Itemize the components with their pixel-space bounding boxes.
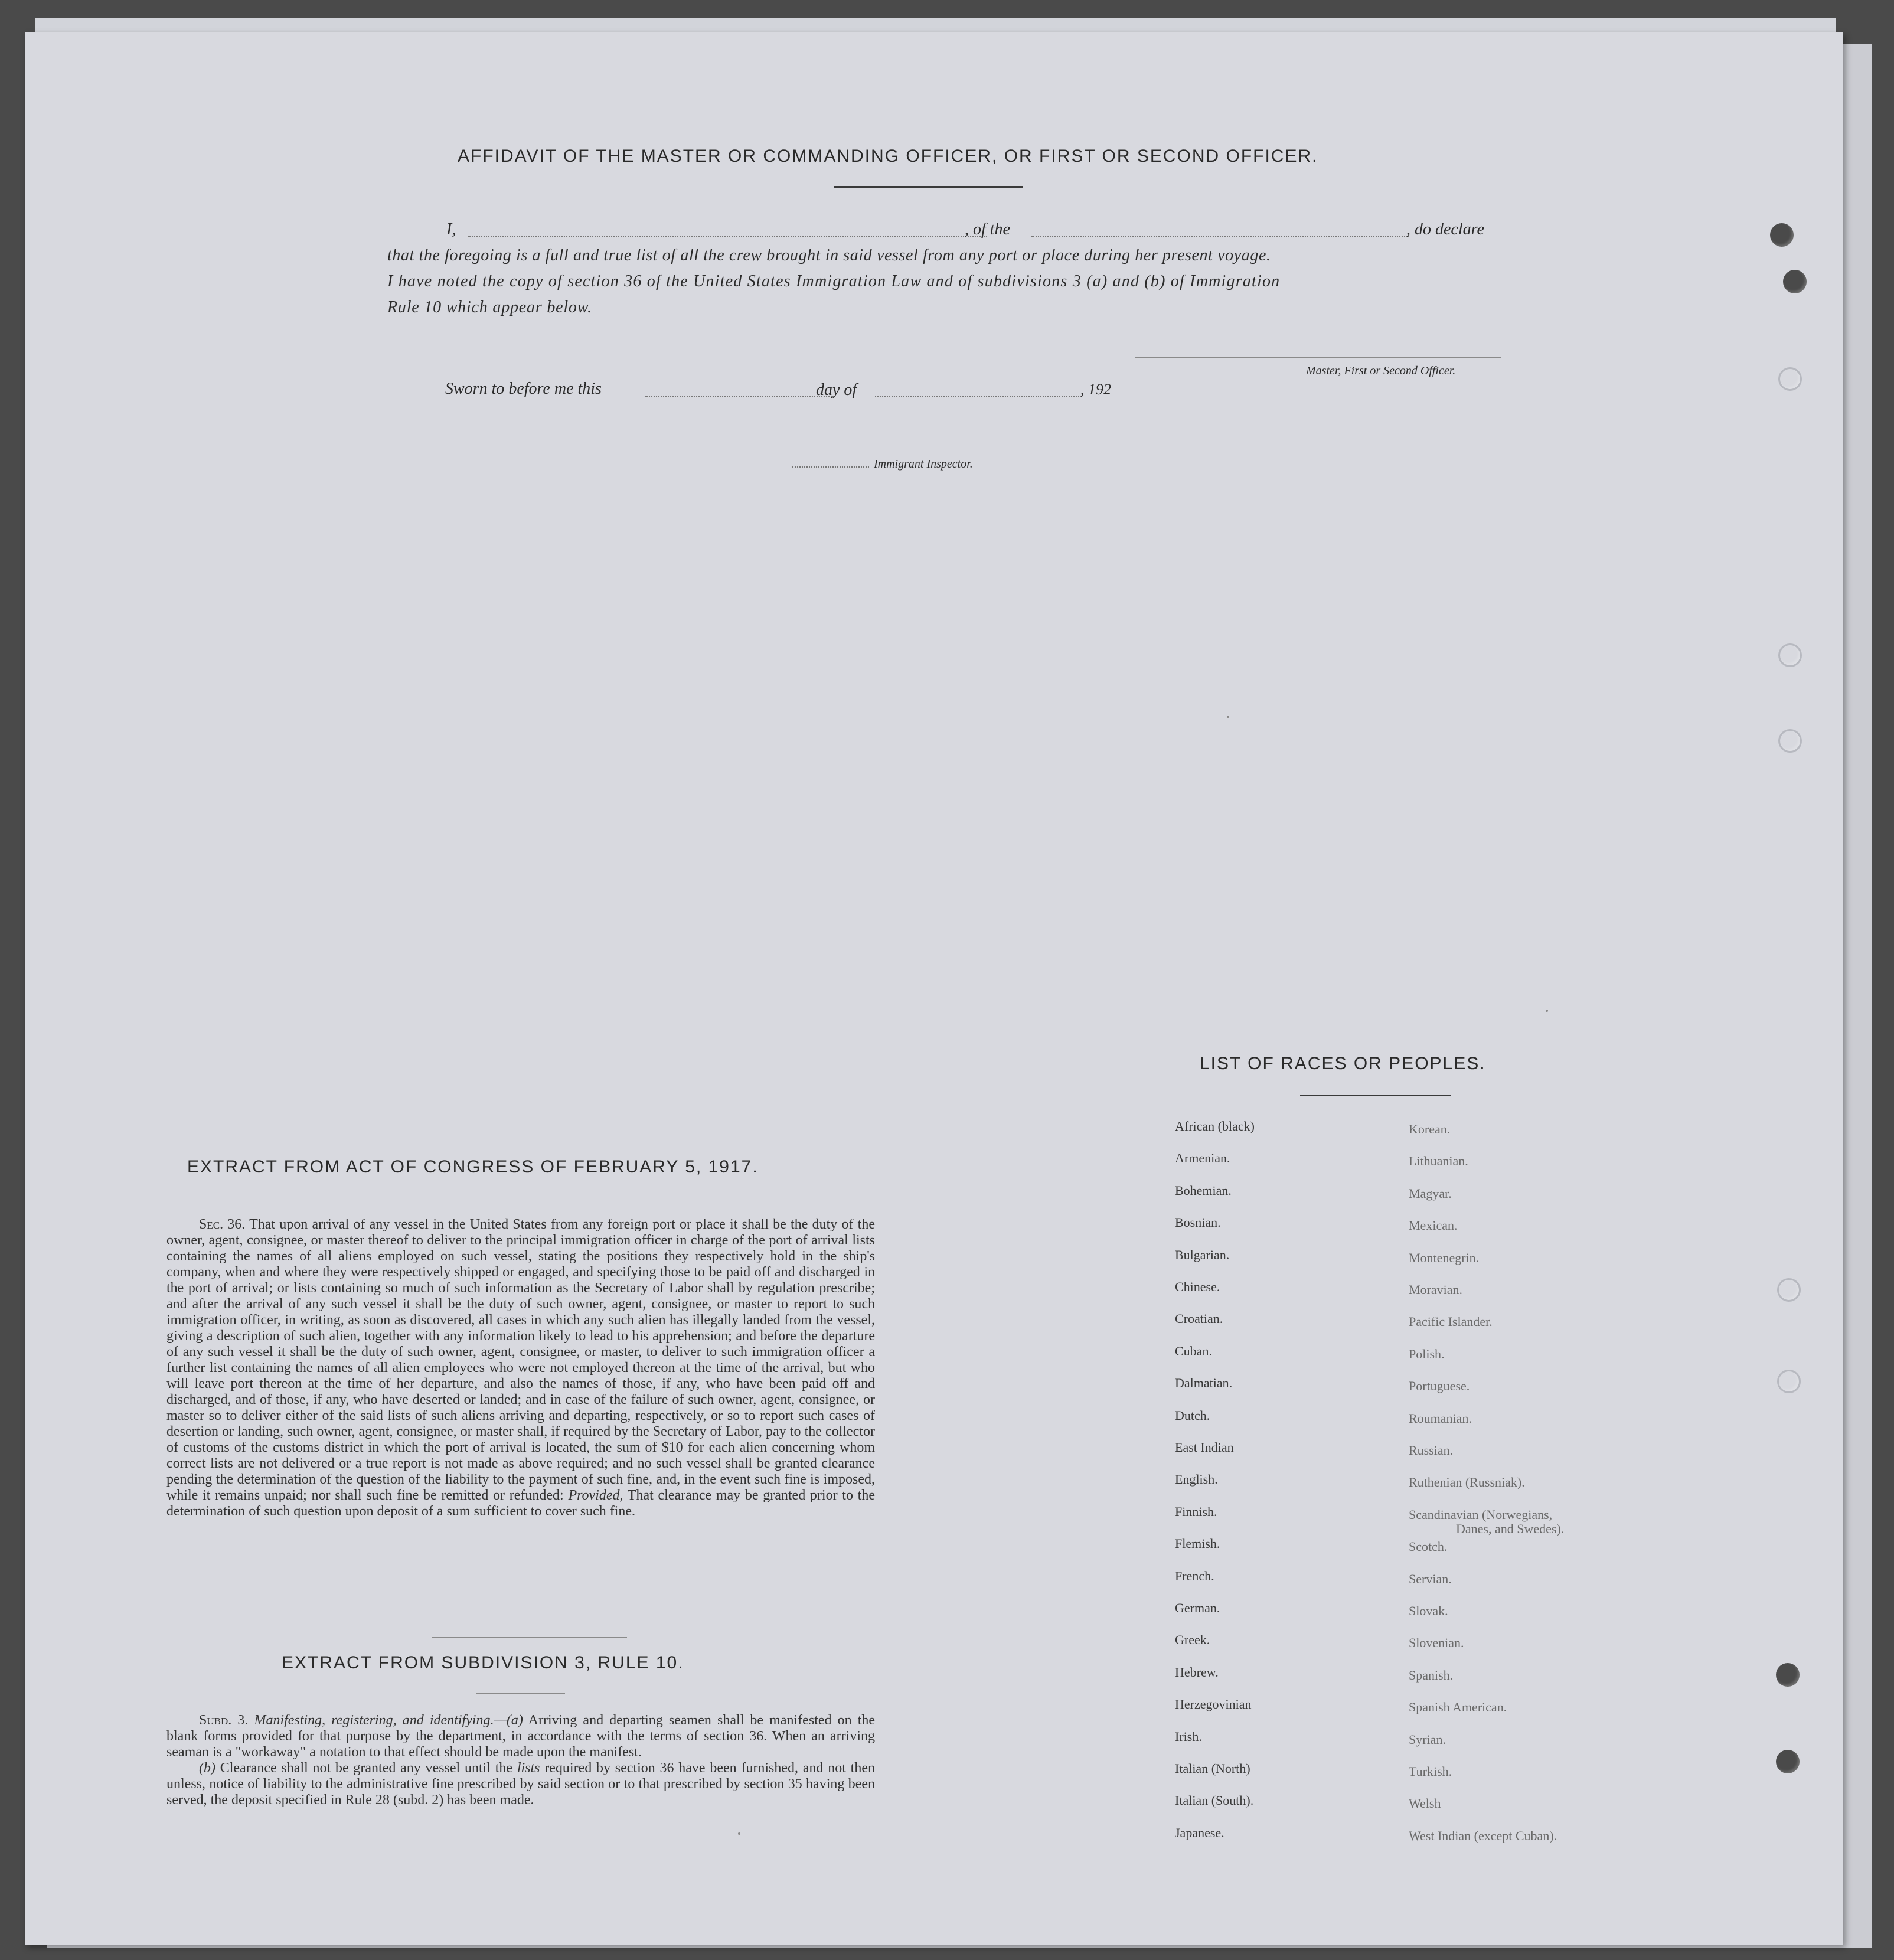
race-item: Italian (North) [1175, 1761, 1250, 1776]
day-of-text: day of [816, 381, 857, 399]
para-b-1: Clearance shall not be granted any vessel until the [220, 1760, 513, 1776]
race-item: Greek. [1175, 1632, 1210, 1647]
punch-hole [1777, 1278, 1801, 1302]
sworn-month-field[interactable] [875, 396, 1082, 397]
punch-hole [1776, 1663, 1800, 1687]
race-item: Portuguese. [1409, 1378, 1470, 1393]
race-item: Italian (South). [1175, 1793, 1254, 1808]
race-item: Spanish. [1409, 1668, 1454, 1683]
extract-rule-title: EXTRACT FROM SUBDIVISION 3, RULE 10. [282, 1653, 684, 1672]
race-item: Finnish. [1175, 1504, 1217, 1519]
race-item: Slovak. [1409, 1603, 1448, 1618]
race-item: Scotch. [1409, 1539, 1448, 1554]
section-36-text [166, 1217, 875, 1520]
punch-hole [1778, 643, 1802, 667]
extract-act-title: EXTRACT FROM ACT OF CONGRESS OF FEBRUARY 5, 1917. [187, 1157, 759, 1177]
extract-rule-underline [476, 1693, 565, 1694]
race-item: English. [1175, 1472, 1218, 1487]
race-item: Ruthenian (Russniak). [1409, 1475, 1525, 1489]
race-item: Cuban. [1175, 1344, 1212, 1358]
race-item: Armenian. [1175, 1151, 1230, 1165]
punch-hole [1776, 1750, 1800, 1773]
master-caption: Master, First or Second Officer. [1306, 364, 1456, 377]
sworn-day-field[interactable] [645, 396, 834, 397]
races-underline [1300, 1095, 1451, 1096]
title-underline [834, 186, 1023, 188]
punch-hole [1778, 367, 1802, 391]
race-item: East Indian [1175, 1440, 1234, 1455]
race-item: Montenegrin. [1409, 1250, 1480, 1265]
section-divider [432, 1637, 627, 1638]
punch-hole [1770, 223, 1794, 247]
vessel-name-field[interactable] [1031, 236, 1409, 237]
inspector-short-line [792, 466, 869, 468]
race-item: Roumanian. [1409, 1411, 1472, 1426]
lists-word: lists [517, 1760, 540, 1776]
race-item: German. [1175, 1600, 1220, 1615]
race-item: Irish. [1175, 1729, 1202, 1744]
affidavit-line-3: I have noted the copy of section 36 of the United States Immigration Law and of subdivisions 3 (a) and (b) of Immigration [387, 272, 1281, 290]
races-title: LIST OF RACES OR PEOPLES. [1200, 1054, 1486, 1073]
affidavit-of-the: , of the [965, 220, 1010, 239]
subdivision-3-text [166, 1713, 875, 1808]
race-item: Scandinavian (Norwegians, [1409, 1507, 1553, 1522]
race-item: Herzegovinian [1175, 1697, 1252, 1711]
race-item: Spanish American. [1409, 1700, 1507, 1714]
race-item: Slovenian. [1409, 1635, 1464, 1650]
scan-speck [738, 1832, 740, 1835]
year-text: , 192 [1080, 381, 1111, 398]
race-item: Bulgarian. [1175, 1247, 1230, 1262]
race-item: Pacific Islander. [1409, 1314, 1493, 1329]
race-item: Bosnian. [1175, 1215, 1221, 1230]
affidavit-title: AFFIDAVIT OF THE MASTER OR COMMANDING OFFICER, OR FIRST OR SECOND OFFICER. [458, 146, 1318, 166]
race-item: Syrian. [1409, 1732, 1446, 1747]
race-item: Japanese. [1175, 1825, 1224, 1840]
manifest-page [25, 32, 1843, 1945]
sworn-text: Sworn to before me this [445, 380, 602, 398]
race-item: African (black) [1175, 1119, 1255, 1133]
sec-36-body: That upon arrival of any vessel in the United States from any foreign port or place it shall be the duty of the owner, agent, consignee, or master thereof to deliver to the principal immigration officer in charge of the port of arrival lists containing the names of all aliens employed on such vessel, stating the positions they respectively hold in the ship's company, when and where they were respectively shipped or engaged, and specifying those to be paid off and discharged in the port of arrival; or lists containing so much of such information as the Secretary of Labor shall by regulation prescribe; and after the arrival of any such vessel it shall be the duty of such owner, agent, consignee, or master to report to such immigration officer, in writing, as soon as discovered, all cases in which any such alien has illegally landed from the vessel, giving a description of such alien, together with any information likely to lead to his apprehension; and before the departure of any such vessel it shall be the duty of such owner, agent, consignee, or master, to deliver to such immigration officer a further list containing the names of all alien employees who were not employed thereon at the time of the arrival, but who will leave port thereon at the time of her departure, and also the names of those, if any, who have been paid off and discharged, and of those, if any, who have deserted or landed; and in case of the failure of such owner, agent, consignee, or master so to deliver either of the said lists of such aliens arriving and departing, respectively, or so to report such cases of desertion or landing, such owner, agent, consignee, or master shall, if required by the Secretary of Labor, pay to the collector of customs of the customs district in which the port of arrival is located, the sum of $10 for each alien concerning whom correct lists are not delivered or a true report is not made as above required; and no such vessel shall be granted clearance pending the determination of the question of the liability to the payment of such fine, and, in the event such fine is imposed, while it remains unpaid; nor shall such fine be remitted or refunded: [166, 1217, 875, 1503]
race-item: Russian. [1409, 1443, 1454, 1458]
subd-heading: Manifesting, registering, and identifying.—(a) [254, 1713, 523, 1728]
race-item: Dutch. [1175, 1408, 1210, 1423]
race-item: Mexican. [1409, 1218, 1458, 1233]
race-item: Flemish. [1175, 1536, 1220, 1551]
para-a: Arriving and departing seamen shall be manifested on the blank forms provided for that purpose by the department, in accordance with the terms of section 36. When an arriving seaman is a "workaway" a notation to that effect should be made upon the manifest. [166, 1713, 876, 1760]
race-item: Danes, and Swedes). [1456, 1521, 1565, 1536]
race-item: Croatian. [1175, 1311, 1223, 1326]
race-item: Servian. [1409, 1572, 1452, 1586]
scan-speck [1546, 1010, 1548, 1012]
race-item: West Indian (except Cuban). [1409, 1828, 1557, 1843]
provided-word: Provided, [568, 1488, 623, 1503]
inspector-caption: Immigrant Inspector. [874, 458, 973, 471]
scan-speck [1227, 716, 1229, 718]
race-item: Magyar. [1409, 1186, 1452, 1201]
punch-hole [1777, 1370, 1801, 1393]
race-item: French. [1175, 1569, 1214, 1583]
race-item: Hebrew. [1175, 1665, 1219, 1680]
officer-name-field[interactable] [468, 236, 987, 237]
race-item: Lithuanian. [1409, 1154, 1468, 1168]
race-item: Dalmatian. [1175, 1376, 1233, 1390]
race-item: Turkish. [1409, 1764, 1452, 1779]
race-item: Bohemian. [1175, 1183, 1232, 1198]
race-item: Moravian. [1409, 1282, 1463, 1297]
affidavit-declare: , do declare [1406, 220, 1484, 239]
para-b-2: required by section 36 have been furnished, and not then unless, notice of liability to the administrative fine prescribed by said section or to that prescribed by section 35 having been served, the deposit specified in Rule 28 (subd. 2) has been made. [166, 1760, 875, 1808]
race-item: Polish. [1409, 1347, 1445, 1361]
punch-hole [1783, 270, 1807, 293]
master-signature-line[interactable] [1135, 357, 1501, 358]
affidavit-line-2: that the foregoing is a full and true list of all the crew brought in said vessel from any port or place during her present voyage. [387, 246, 1271, 264]
sec-36-end: That clearance may be granted prior to the determination of such question upon deposit of a sum sufficient to cover such fine. [166, 1488, 875, 1519]
race-item: Chinese. [1175, 1279, 1220, 1294]
race-item: Welsh [1409, 1796, 1441, 1811]
affidavit-i: I, [446, 220, 456, 239]
subd-label: Subd. 3. [199, 1713, 249, 1728]
b-label: (b) [199, 1760, 215, 1776]
affidavit-line-4: Rule 10 which appear below. [387, 298, 592, 316]
race-item: Korean. [1409, 1122, 1451, 1136]
punch-hole [1778, 729, 1802, 753]
sec-label: Sec. 36. [199, 1217, 246, 1232]
